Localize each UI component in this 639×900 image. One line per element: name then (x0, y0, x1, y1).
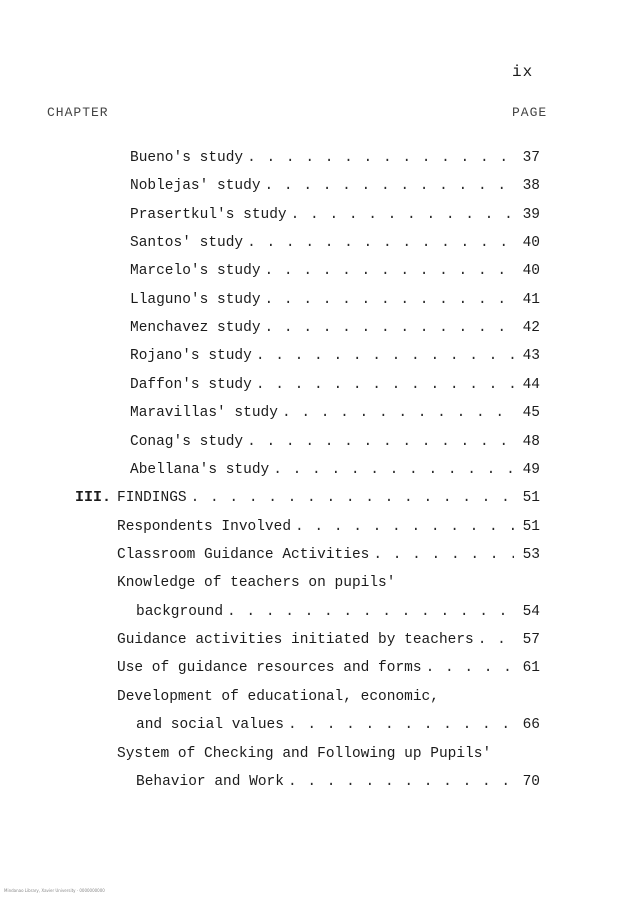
toc-entry-title: Abellana's study (130, 462, 270, 478)
dot-leader (287, 207, 514, 223)
toc-entry-continuation: Behavior and Work (136, 774, 284, 790)
toc-entry-title: Rojano's study (130, 348, 252, 364)
toc-entry (117, 626, 540, 648)
toc-entry-page: 53 (522, 547, 540, 563)
toc-entry-title: Santos' study (130, 235, 244, 251)
toc-entry-page: 54 (522, 604, 540, 620)
dot-leader (291, 519, 514, 535)
toc-entry (130, 399, 540, 421)
toc-entry-title: Marcelo's study (130, 263, 261, 279)
toc-entry (130, 144, 540, 166)
toc-entry (130, 456, 540, 478)
dot-leader (284, 774, 514, 790)
toc-entry (117, 513, 540, 535)
toc-entry-page: 44 (522, 377, 540, 393)
dot-leader (474, 632, 514, 648)
toc-entry (136, 711, 540, 733)
toc-entry-line1: System of Checking and Following up Pupils' (117, 746, 492, 762)
chapter-numeral: III. (75, 489, 112, 506)
toc-entry-continuation: background (136, 604, 224, 620)
page-number: ix (512, 63, 534, 81)
toc-entry-page: 40 (522, 235, 540, 251)
dot-leader (278, 405, 514, 421)
toc-entry (130, 371, 540, 393)
dot-leader (261, 263, 514, 279)
toc-entry-page: 51 (522, 519, 540, 535)
toc-entry-page: 48 (522, 434, 540, 450)
dot-leader (261, 178, 514, 194)
dot-leader (422, 660, 514, 676)
chapter-title: FINDINGS (117, 490, 187, 506)
dot-leader (261, 292, 514, 308)
toc-entry-title: Classroom Guidance Activities (117, 547, 370, 563)
toc-entry (130, 201, 540, 223)
toc-entry (130, 172, 540, 194)
toc-entry-page: 51 (522, 490, 540, 506)
toc-entry-page: 66 (522, 717, 540, 733)
dot-leader (187, 490, 514, 506)
chapter-heading-iii (75, 484, 540, 506)
toc-entry-title: Menchavez study (130, 320, 261, 336)
toc-entry-title: Maravillas' study (130, 405, 278, 421)
toc-entry (117, 654, 540, 676)
toc-entry-title: Respondents Involved (117, 519, 292, 535)
toc-entry-title: Prasertkul's study (130, 207, 287, 223)
toc-entry (130, 257, 540, 279)
toc-entry-title: Use of guidance resources and forms (117, 660, 422, 676)
toc-entry (130, 342, 540, 364)
toc-entry (136, 768, 540, 790)
toc-entry-page: 41 (522, 292, 540, 308)
dot-leader (243, 235, 514, 251)
toc-entry-title: Llaguno's study (130, 292, 261, 308)
toc-entry-continuation: and social values (136, 717, 284, 733)
toc-entry (130, 229, 540, 251)
toc-entry-page: 70 (522, 774, 540, 790)
toc-entry-line1: Development of educational, economic, (117, 689, 439, 705)
toc-entry (130, 286, 540, 308)
chapter-column-header: CHAPTER (47, 105, 109, 120)
toc-entry-page: 40 (522, 263, 540, 279)
toc-entry-page: 57 (522, 632, 540, 648)
toc-entry-page: 42 (522, 320, 540, 336)
toc-entry-page: 38 (522, 178, 540, 194)
toc-entry-page: 39 (522, 207, 540, 223)
toc-entry-page: 43 (522, 348, 540, 364)
toc-entry (117, 541, 540, 563)
dot-leader (261, 320, 514, 336)
toc-entry-title: Guidance activities initiated by teachers (117, 632, 474, 648)
page-column-header: PAGE (512, 105, 548, 120)
scan-footer-text: Mindanao Library, Xavier University · 0000000000 (4, 888, 105, 893)
toc-entry-line1: Knowledge of teachers on pupils' (117, 575, 396, 591)
dot-leader (369, 547, 514, 563)
dot-leader (243, 150, 514, 166)
dot-leader (252, 377, 514, 393)
dot-leader (243, 434, 514, 450)
dot-leader (269, 462, 514, 478)
toc-entry-page: 37 (522, 150, 540, 166)
toc-entry (130, 428, 540, 450)
toc-entry-title: Conag's study (130, 434, 244, 450)
toc-entry-title: Daffon's study (130, 377, 252, 393)
dot-leader (252, 348, 514, 364)
toc-entry (136, 598, 540, 620)
toc-entry-page: 45 (522, 405, 540, 421)
dot-leader (223, 604, 514, 620)
toc-entry (130, 314, 540, 336)
toc-entry-title: Bueno's study (130, 150, 244, 166)
toc-entry-page: 61 (522, 660, 540, 676)
dot-leader (284, 717, 514, 733)
toc-entry-title: Noblejas' study (130, 178, 261, 194)
toc-entry-page: 49 (522, 462, 540, 478)
